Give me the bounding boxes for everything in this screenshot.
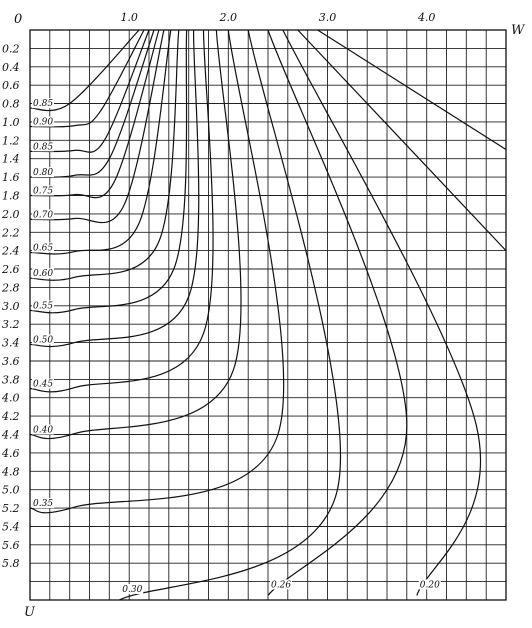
y-tick-label: 1.4 — [2, 152, 20, 166]
curve-label-0.26: 0.26 — [271, 580, 292, 591]
y-tick-label: 3.8 — [2, 373, 20, 387]
y-tick-label: 3.4 — [2, 336, 20, 350]
y-tick-label: 4.8 — [2, 465, 20, 479]
y-tick-label: 5.6 — [2, 538, 20, 552]
curve-label-0.85: 0.85 — [33, 99, 54, 110]
y-tick-label: 2.0 — [2, 207, 20, 221]
curve-label-0.85b: 0.85 — [33, 142, 54, 153]
y-tick-label: 5.0 — [2, 483, 20, 497]
x-tick-label: 1.0 — [120, 11, 138, 24]
y-tick-label: 4.2 — [2, 410, 20, 424]
curve-labels — [32, 98, 441, 595]
curve-label-0.90: 0.90 — [33, 117, 54, 128]
curve-label-0.75: 0.75 — [33, 186, 54, 197]
y-tick-label: 2.8 — [2, 281, 20, 295]
y-tick-label: 2.6 — [2, 263, 20, 276]
y-tick-label: 5.2 — [2, 502, 20, 516]
y-tick-label: 3.6 — [2, 355, 20, 368]
y-tick-label: 3.2 — [2, 318, 20, 332]
y-tick-label: 1.2 — [2, 134, 20, 148]
curve-label-0.35: 0.35 — [33, 499, 54, 510]
y-tick-label: 1.8 — [2, 189, 20, 203]
y-tick-label: 0.2 — [2, 42, 20, 56]
curve-label-0.30: 0.30 — [122, 585, 143, 595]
y-tick-label: 1.0 — [2, 115, 20, 129]
y-tick-label: 5.4 — [2, 520, 20, 534]
x-axis-name: W — [511, 23, 525, 38]
curve-label-0.55: 0.55 — [33, 301, 54, 312]
x-tick-label: 2.0 — [219, 11, 238, 24]
y-tick-label: 0.8 — [2, 97, 20, 111]
y-tick-label: 2.2 — [2, 226, 20, 240]
curve-0.40 — [30, 30, 241, 439]
curve-label-0.80: 0.80 — [33, 168, 54, 179]
curve-label-0.45: 0.45 — [33, 379, 54, 390]
curve-label-0.50: 0.50 — [33, 335, 54, 346]
curve-0.26 — [268, 30, 407, 595]
curve-label-0.60: 0.60 — [33, 269, 54, 280]
y-tick-label: 5.8 — [2, 557, 20, 571]
curve-outer-2 — [318, 30, 506, 150]
y-tick-label: 4.6 — [2, 446, 20, 460]
y-tick-label: 4.4 — [2, 428, 20, 442]
x-tick-labels — [120, 11, 435, 24]
x-tick-label: 3.0 — [318, 11, 337, 24]
y-tick-labels — [1, 42, 20, 570]
curve-0.35 — [30, 30, 284, 513]
y-tick-label: 0.4 — [2, 60, 20, 74]
curve-label-0.65: 0.65 — [33, 243, 54, 254]
curve-label-0.40: 0.40 — [33, 425, 54, 436]
y-tick-label: 4.0 — [2, 391, 20, 405]
y-tick-label: 1.6 — [2, 171, 20, 185]
y-tick-label: 2.4 — [2, 244, 20, 258]
curve-0.50 — [30, 30, 199, 347]
y-tick-label: 3.0 — [2, 299, 20, 313]
curve-label-0.20: 0.20 — [419, 580, 440, 591]
y-axis-top-label: 0 — [14, 12, 23, 27]
grid — [30, 30, 506, 600]
y-tick-label: 0.6 — [2, 79, 20, 93]
curve-label-0.70: 0.70 — [33, 210, 54, 221]
y-axis-name: U — [24, 605, 35, 620]
x-tick-label: 4.0 — [417, 11, 436, 24]
